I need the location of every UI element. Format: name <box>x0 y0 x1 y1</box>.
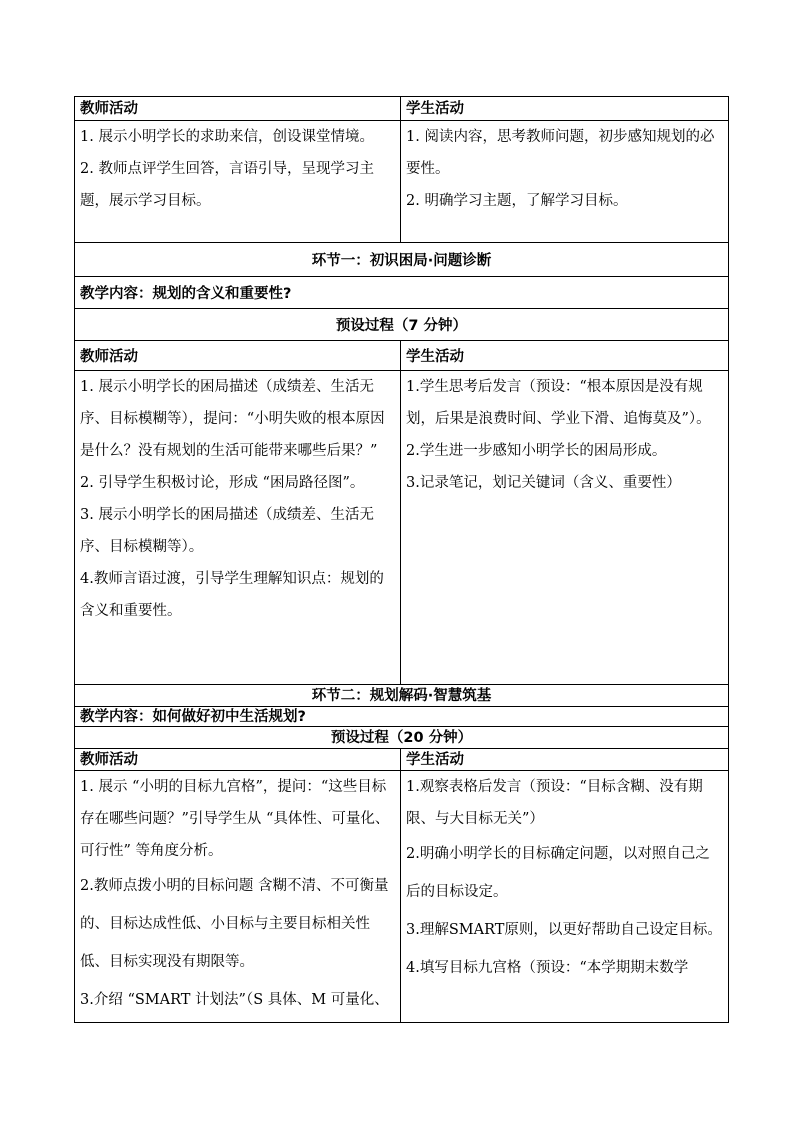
student-activity-header: 学生活动 <box>401 97 729 121</box>
teaching-content: 教学内容：如何做好初中生活规划? <box>75 707 729 727</box>
teacher-activity-header: 教师活动 <box>75 749 401 771</box>
table-row <box>75 727 729 749</box>
student-item: 2. 明确学习主题，了解学习目标。 <box>406 193 628 209</box>
table-row <box>75 685 729 707</box>
table-row <box>75 277 729 309</box>
teacher-item: 2. 引导学生积极讨论，形成 “困局路径图”。 <box>80 475 365 491</box>
student-activity-cell <box>401 771 729 1023</box>
table-row <box>75 707 729 727</box>
table-row <box>75 97 729 121</box>
teacher-activity-cell <box>75 121 401 243</box>
teacher-item: 2.教师点拨小明的目标问题 含糊不清、不可衡量的、目标达成性低、小目标与主要目标相关性低、目标实现没有期限等。 <box>80 878 389 970</box>
teacher-activity-header: 教师活动 <box>75 341 401 371</box>
section-title: 环节二：规划解码·智慧筑基 <box>75 685 729 707</box>
table-row <box>75 771 729 1023</box>
student-activity-header: 学生活动 <box>401 341 729 371</box>
student-item: 3.理解SMART原则，以更好帮助自己设定目标。 <box>406 922 722 938</box>
table-row <box>75 341 729 371</box>
teaching-content: 教学内容：规划的含义和重要性? <box>75 277 729 309</box>
student-item: 4.填写目标九宫格（预设：“本学期期末数学 <box>406 960 689 976</box>
teacher-item: 2. 教师点评学生回答，言语引导，呈现学习主题，展示学习目标。 <box>80 161 374 209</box>
student-item: 3.记录笔记，划记关键词（含义、重要性） <box>406 475 681 491</box>
student-item: 1.学生思考后发言（预设：“根本原因是没有规划，后果是浪费时间、学业下滑、追悔莫及”）。 <box>406 379 711 427</box>
student-item: 1. 阅读内容，思考教师问题，初步感知规划的必要性。 <box>406 129 715 177</box>
teacher-item: 1. 展示小明学长的求助来信，创设课堂情境。 <box>80 129 374 145</box>
teacher-item: 1. 展示小明学长的困局描述（成绩差、生活无序、目标模糊等），提问：“小明失败的根本原因是什么？没有规划的生活可能带来哪些后果？” <box>80 379 385 459</box>
table-row <box>75 371 729 685</box>
student-activity-cell <box>401 121 729 243</box>
student-activity-cell <box>401 371 729 685</box>
teacher-item: 4.教师言语过渡，引导学生理解知识点：规划的含义和重要性。 <box>80 571 384 619</box>
student-item: 1.观察表格后发言（预设：“目标含糊、没有期限、与大目标无关”） <box>406 779 703 827</box>
table-row <box>75 243 729 277</box>
process-title: 预设过程（20 分钟） <box>75 727 729 749</box>
teacher-activity-cell <box>75 771 401 1023</box>
table-row <box>75 309 729 341</box>
teacher-item: 1. 展示 “小明的目标九宫格”，提问：“这些目标存在哪些问题？”引导学生从 “具体性、可量化、可行性” 等角度分析。 <box>80 779 390 859</box>
lesson-plan-table <box>74 96 729 1023</box>
student-item: 2.明确小明学长的目标确定问题，以对照自己之后的目标设定。 <box>406 846 710 900</box>
teacher-activity-cell <box>75 371 401 685</box>
student-item: 2.学生进一步感知小明学长的困局形成。 <box>406 443 667 459</box>
table-row <box>75 121 729 243</box>
section-title: 环节一：初识困局·问题诊断 <box>75 243 729 277</box>
student-activity-header: 学生活动 <box>401 749 729 771</box>
teacher-item: 3.介绍 “SMART 计划法”（S 具体、M 可量化、 <box>80 992 389 1008</box>
table-row <box>75 749 729 771</box>
teacher-activity-header: 教师活动 <box>75 97 401 121</box>
process-title: 预设过程（7 分钟） <box>75 309 729 341</box>
teacher-item: 3. 展示小明学长的困局描述（成绩差、生活无序、目标模糊等）。 <box>80 507 374 555</box>
